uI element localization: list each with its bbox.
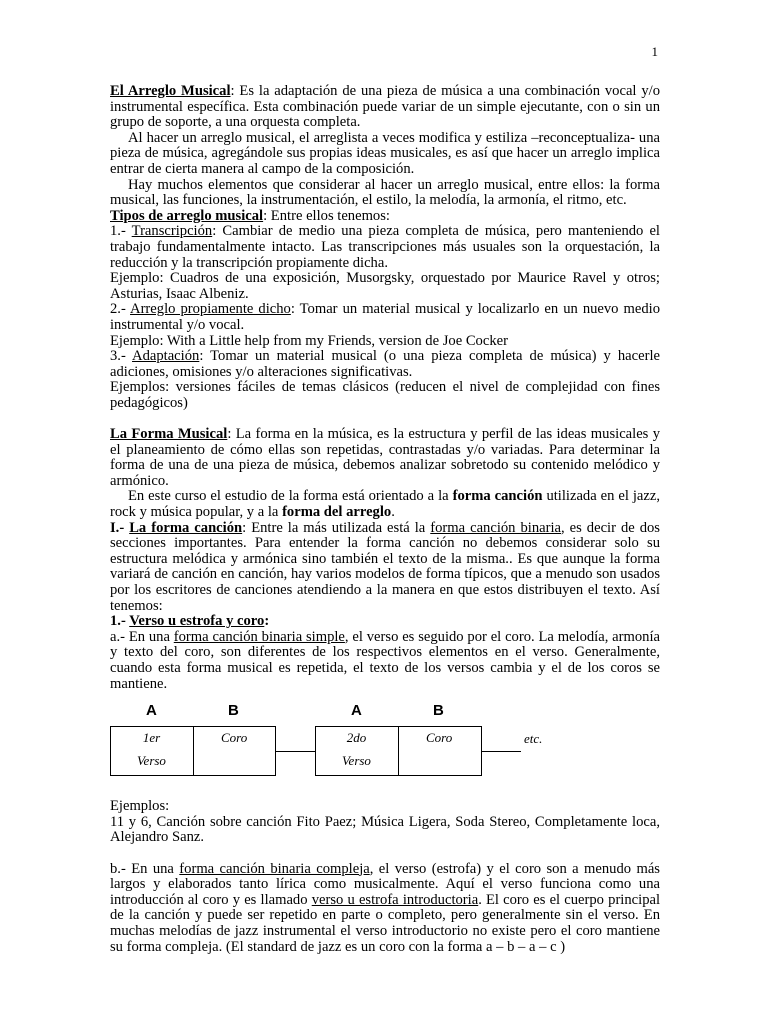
term-forma-cancion-bold: forma canción: [452, 488, 543, 505]
cell-1er-verso: [110, 726, 193, 776]
cancion-text-a: : Entre la más utilizada está la: [242, 519, 431, 536]
etc-label: etc.: [524, 731, 543, 747]
compleja-text-a: b.- En una: [110, 860, 180, 877]
section-letter-b: B: [433, 702, 444, 720]
term-forma-musical: La Forma Musical: [110, 426, 228, 443]
section-number: I.-: [110, 519, 130, 536]
term-verso-introductoria: verso u estrofa introductoria: [311, 891, 479, 908]
cell-text: 2do: [346, 730, 367, 746]
example-arreglo: Ejemplo: With a Little help from my Friends, version de Joe Cocker: [110, 332, 508, 349]
paragraph-elementos: Hay muchos elementos que considerar al hacer un arreglo musical, entre ellos: la forma musical, las funciones, la instrumentación, el estilo, la melodía, la armonía, el ritmo, etc.: [110, 176, 660, 209]
paragraph-binaria-compleja: [110, 862, 660, 956]
term-forma-arreglo-bold: forma del arreglo: [282, 504, 392, 521]
document-body: [110, 84, 660, 955]
cell-2do-verso: [315, 726, 398, 776]
term-binaria: forma canción binaria: [430, 519, 561, 536]
item-number: 3.-: [110, 348, 133, 365]
term-arreglo-propiamente: Arreglo propiamente dicho: [130, 301, 291, 318]
connector-line: [276, 751, 315, 752]
compleja-text-c: . El coro es el cuerpo principal de la canción y puede ser repetido en parte o completo, pero generalmente sin el verso. En muchas melodías de jazz instrumental el verso introductorio no existe pero el coro mantiene su forma compleja. (El standard de jazz es un coro con la forma a – b – a – c ): [110, 891, 661, 955]
ejemplos-text: 11 y 6, Canción sobre canción Fito Paez; Música Ligera, Soda Stereo, Completamente loca, Alejandro Sanz.: [110, 813, 660, 846]
heading-tipos: [110, 209, 660, 225]
cancion-text-b: , es decir de dos secciones importantes. Para entender la forma canción no debemos considerar solo su estructura melódica y armónica sino también el texto de la misma.. Es que aunque la forma variará de canción en canción, hay varios modelos de forma típicos, que a menudo son usados por los escritores de canciones atendiendo a la manera en que estos distribuyen el texto. Así tenemos:: [110, 519, 660, 614]
page-number: 1: [651, 44, 658, 59]
term-verso-coro: Verso u estrofa y coro: [129, 613, 265, 630]
cell-text: Verso: [342, 753, 371, 769]
example-transcripcion: Ejemplo: Cuadros de una exposición, Musorgsky, orquestado por Maurice Ravel y otros; Asturias, Isaac Albeniz.: [110, 270, 660, 302]
spacer: [110, 411, 660, 427]
paragraph-arreglista: Al hacer un arreglo musical, el arreglista a veces modifica y estiliza –reconceptualiza- una pieza de música, agregándole sus propias ideas musicales, es así que hacer un arreglo implica entrar de cierta manera al campo de la composición.: [110, 129, 660, 177]
item-number: 1.-: [110, 223, 132, 240]
song-form-diagram: [110, 703, 660, 789]
term-arreglo-musical: El Arreglo Musical: [110, 83, 231, 99]
forma-text: : La forma en la música, es la estructura y perfil de las ideas musicales y el planeamiento de cómo ellas son repetidas, contrastadas y/o variadas. Para determinar la forma de una de una pieza de música, debemos analizar sobretodo su contenido melódico y armónico.: [110, 426, 661, 489]
spacer: [110, 846, 660, 862]
tipos-text: : Entre ellos tenemos:: [263, 207, 390, 224]
paragraph-curso: [110, 489, 660, 520]
cell-text: Verso: [137, 753, 166, 769]
term-tipos: Tipos de arreglo musical: [110, 207, 264, 224]
simple-text-a: a.- En una: [110, 628, 174, 645]
example-adaptacion: Ejemplos: versiones fáciles de temas clásicos (reducen el nivel de complejidad con fines pedagógicos): [110, 379, 660, 411]
item-number: 2.-: [110, 301, 131, 318]
connector-line: [482, 751, 521, 752]
item-adaptacion: [110, 349, 660, 380]
term-binaria-compleja: forma canción binaria compleja: [179, 860, 370, 877]
paragraph-binaria-simple: [110, 630, 660, 692]
section-letter-a: A: [146, 702, 157, 720]
term-adaptacion: Adaptación: [132, 348, 200, 365]
term-binaria-simple: forma canción binaria simple: [173, 628, 345, 645]
curso-text-c: utilizada en el jazz, rock y música popular, y a la: [110, 488, 661, 521]
section-number: 1.-: [110, 613, 130, 630]
term-transcripcion: Transcripción: [131, 223, 213, 240]
colon: :: [264, 613, 270, 630]
cell-coro: Coro: [221, 730, 248, 746]
cell-text: 1er: [142, 730, 161, 746]
definition-text: : Es la adaptación de una pieza de música a una combinación vocal y/o instrumental específica. Esta combinación puede variar de un simple ejecutante, con o sin un grupo de soporte, a una orquesta completa.: [110, 83, 660, 131]
paragraph-forma-cancion: [110, 521, 660, 615]
item-transcripcion: [110, 224, 660, 271]
curso-text-a: En este curso el estudio de la forma está orientado a la: [128, 488, 453, 505]
paragraph-arreglo-definition: [110, 84, 660, 131]
section-letter-a: A: [351, 702, 362, 720]
curso-text-d: .: [391, 504, 395, 521]
ejemplos-label: Ejemplos:: [110, 798, 170, 815]
item-text: : Tomar un material musical (o una pieza completa de música) y hacerle adiciones, omisiones y/o alteraciones significativas.: [110, 348, 660, 380]
item-text: : Cambiar de medio una pieza completa de música, pero manteniendo el trabajo fundamentalmente intacto. Las transcripciones más usuales son la orquestación, la reducción y la transcripción propiamente dicha.: [110, 223, 660, 271]
simple-text-b: , el verso es seguido por el coro. La melodía, armonía y texto del coro, son diferentes de los respectivos elementos en el verso. Generalmente, cuando esta forma musical es repetida, el texto de los versos cambia y el de los coros se mantiene.: [110, 628, 660, 692]
item-text: : Tomar un material musical y localizarlo en un nuevo medio instrumental y/o vocal.: [110, 301, 660, 333]
compleja-text-b: , el verso (estrofa) y el coro son a menudo más largos y elaborados tanto lírica como musicalmente. Aquí el verso funciona como una introducción al coro y es llamado: [110, 860, 660, 908]
term-forma-cancion: La forma canción: [129, 519, 243, 536]
section-letter-b: B: [228, 702, 239, 720]
cell-coro: Coro: [426, 730, 453, 746]
item-arreglo-propiamente: [110, 302, 660, 333]
paragraph-forma-musical: [110, 427, 660, 489]
heading-verso-coro: [110, 614, 660, 630]
